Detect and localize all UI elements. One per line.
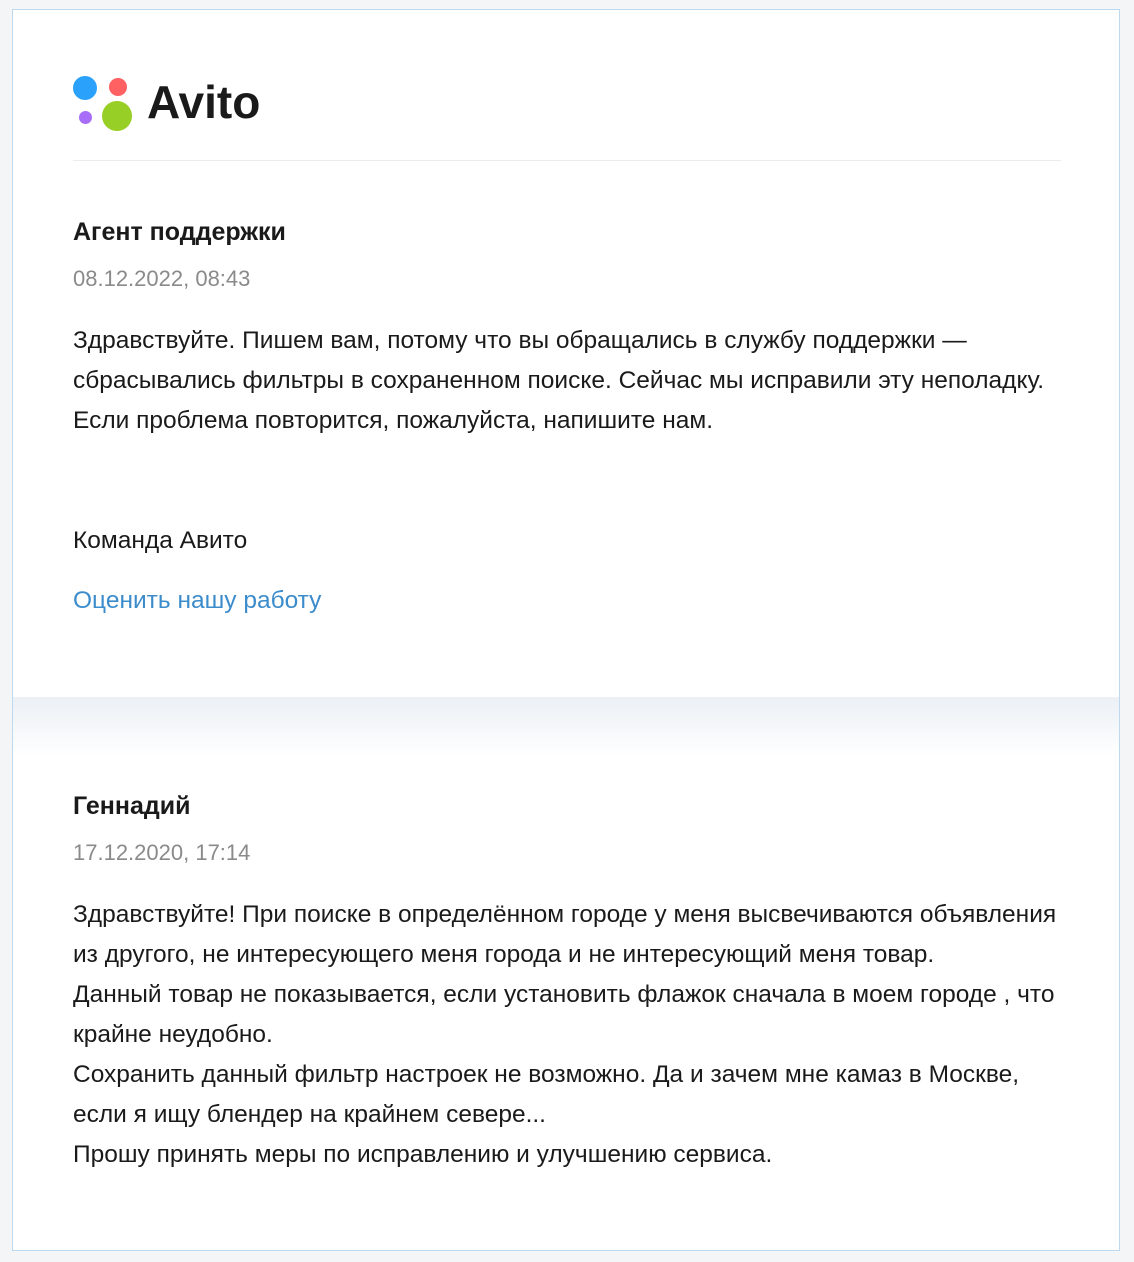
message-body: Здравствуйте. Пишем вам, потому что вы обращались в службу поддержки — сбрасывались фильтры в сохраненном поиске. Сейчас мы исправили эту неполадку. Если проблема повторится, пожалуйста, напишите нам.	[73, 327, 1045, 434]
avito-logo-icon	[73, 76, 135, 136]
email-header	[73, 10, 1061, 161]
logo-text: Avito	[147, 76, 261, 128]
message-signature: Команда Авито	[73, 527, 248, 554]
user-message	[73, 786, 1073, 1175]
message-timestamp: 17.12.2020, 17:14	[73, 840, 251, 865]
message-body: Здравствуйте! При поиске в определённом городе у меня высвечиваются объявления из другого, не интересующего меня города и не интересующий меня товар. Данный товар не показывается, если установить флажок сначала в моем городе , что крайне неудобно. Сохранить данный фильтр настроек не возможно. Да и зачем мне камаз в Москве, если я ищу блендер на крайнем севере... Прошу принять меры по исправлению и улучшению сервиса.	[73, 901, 1057, 1168]
message-author: Геннадий	[73, 792, 191, 820]
rate-our-work-link[interactable]: Оценить нашу работу	[73, 587, 322, 614]
logo-dot-blue	[73, 76, 97, 100]
logo-dot-green	[102, 101, 132, 131]
message-separator	[13, 697, 1119, 757]
support-message	[73, 212, 1073, 621]
logo-dot-red	[109, 78, 127, 96]
email-frame	[12, 9, 1120, 1251]
message-author: Агент поддержки	[73, 218, 286, 246]
logo-dot-purple	[79, 111, 92, 124]
message-timestamp: 08.12.2022, 08:43	[73, 266, 251, 291]
avito-logo[interactable]	[73, 76, 260, 136]
